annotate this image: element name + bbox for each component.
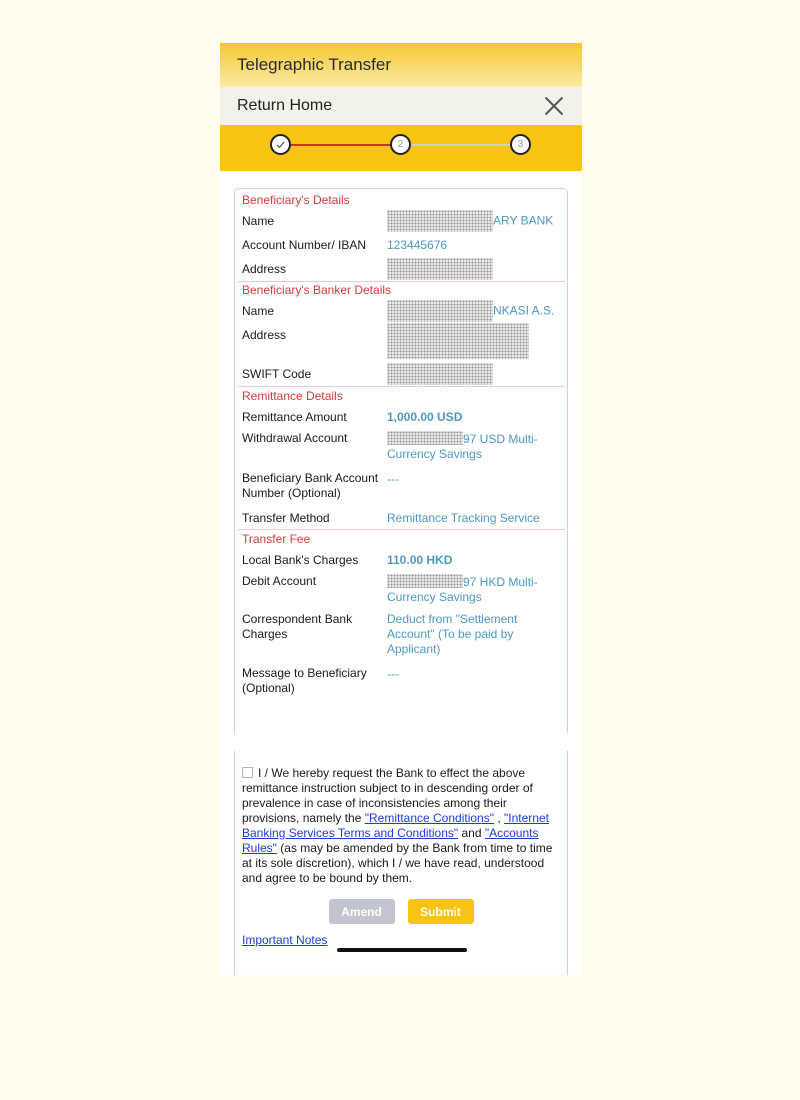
declaration-card (234, 751, 568, 975)
banker-address-label: Address (242, 328, 287, 342)
important-notes-link[interactable]: Important Notes (242, 933, 328, 947)
debit-account-label: Debit Account (242, 574, 317, 588)
beneficiary-bank-account-row (242, 469, 560, 507)
swift-value (387, 363, 559, 385)
phone-screen (220, 43, 582, 975)
beneficiary-account-row (242, 233, 560, 257)
step-line-done (281, 144, 400, 146)
remittance-amount-value: 1,000.00 USD (387, 409, 463, 424)
declaration-text: I / We hereby request the Bank to effect the above remittance instruction subject to in descending order of prevalence in case of inconsistencies among their provisions, namely the "Remittance Conditions" , "Internet Banking Services Terms and Conditions" and "Accounts Rules" (as may be amended by the Bank from time to time at its sole discretion), which I / we have read, understood and agree to be bound by them. (242, 766, 553, 885)
withdrawal-account-row (242, 429, 560, 469)
withdrawal-account-label: Withdrawal Account (242, 431, 348, 445)
message-value: --- (387, 667, 399, 681)
banker-address-value (387, 323, 559, 362)
banker-section-title: Beneficiary's Banker Details (242, 283, 392, 297)
step-line-pending (400, 144, 521, 146)
beneficiary-account-value: 123445676 (387, 237, 448, 252)
transfer-method-row (242, 507, 560, 529)
correspondent-charges-row (242, 612, 560, 666)
message-label: Message to Beneficiary (Optional) (242, 666, 367, 695)
banker-address-row (242, 323, 560, 362)
debit-account-value: 97 HKD Multi- Currency Savings (387, 575, 538, 604)
beneficiary-bank-account-label: Beneficiary Bank Account Number (Optional) (242, 471, 379, 500)
section-divider (237, 386, 565, 387)
action-buttons (242, 899, 560, 924)
withdrawal-account-value: 97 USD Multi- Currency Savings (387, 432, 538, 461)
banker-name-value: NKASI A.S. (387, 300, 559, 322)
beneficiary-address-row (242, 257, 560, 281)
nav-bar (220, 87, 582, 125)
swift-row (242, 362, 560, 386)
beneficiary-address-value (387, 258, 559, 280)
beneficiary-section-title: Beneficiary's Details (242, 193, 350, 207)
correspondent-charges-value: Deduct from "Settlement Account" (To be paid by Applicant) (387, 612, 518, 656)
transfer-method-value: Remittance Tracking Service (387, 510, 540, 525)
step-1 (270, 134, 291, 155)
transfer-method-label: Transfer Method (242, 510, 330, 525)
redacted-block (387, 323, 529, 359)
beneficiary-account-label: Account Number/ IBAN (242, 237, 367, 252)
amend-button[interactable]: Amend (329, 899, 395, 924)
beneficiary-name-value: ARY BANK (387, 210, 559, 232)
remittance-amount-label: Remittance Amount (242, 409, 347, 424)
local-charges-value: 110.00 HKD (387, 552, 453, 567)
beneficiary-bank-account-value: --- (387, 472, 399, 486)
redacted-block (387, 210, 493, 232)
debit-account-row (242, 572, 560, 612)
banker-name-row (242, 299, 560, 323)
step-2: 2 (390, 134, 411, 155)
beneficiary-name-label: Name (242, 213, 275, 228)
page-title: Telegraphic Transfer (237, 55, 392, 74)
accounts-rules-link[interactable]: "Accounts Rules" (242, 826, 539, 855)
local-charges-row (242, 548, 560, 572)
app-title-bar (220, 43, 582, 87)
redacted-block (387, 258, 493, 280)
beneficiary-name-row (242, 209, 560, 233)
remittance-conditions-link[interactable]: "Remittance Conditions" (364, 811, 494, 825)
swift-label: SWIFT Code (242, 366, 312, 381)
message-row (242, 666, 560, 700)
redacted-block (387, 300, 493, 322)
section-divider (237, 529, 565, 530)
agree-checkbox[interactable] (242, 767, 253, 778)
beneficiary-address-label: Address (242, 261, 287, 276)
transfer-details-card (234, 188, 568, 733)
redacted-block (387, 431, 463, 445)
redacted-block (387, 574, 463, 588)
banker-name-label: Name (242, 303, 275, 318)
fee-section-title: Transfer Fee (242, 532, 311, 546)
close-icon[interactable] (542, 94, 566, 118)
correspondent-charges-label: Correspondent Bank Charges (242, 612, 353, 641)
check-icon (275, 139, 286, 150)
home-indicator[interactable] (337, 948, 467, 952)
step-progress (220, 125, 582, 171)
redacted-block (387, 363, 493, 385)
return-home-link[interactable]: Return Home (237, 97, 333, 114)
submit-button[interactable]: Submit (408, 899, 474, 924)
local-charges-label: Local Bank's Charges (242, 552, 359, 567)
remittance-section-title: Remittance Details (242, 389, 343, 403)
step-3: 3 (510, 134, 531, 155)
ibs-terms-link[interactable]: "Internet Banking Services Terms and Conditions" (242, 811, 549, 840)
remittance-amount-row (242, 405, 560, 429)
